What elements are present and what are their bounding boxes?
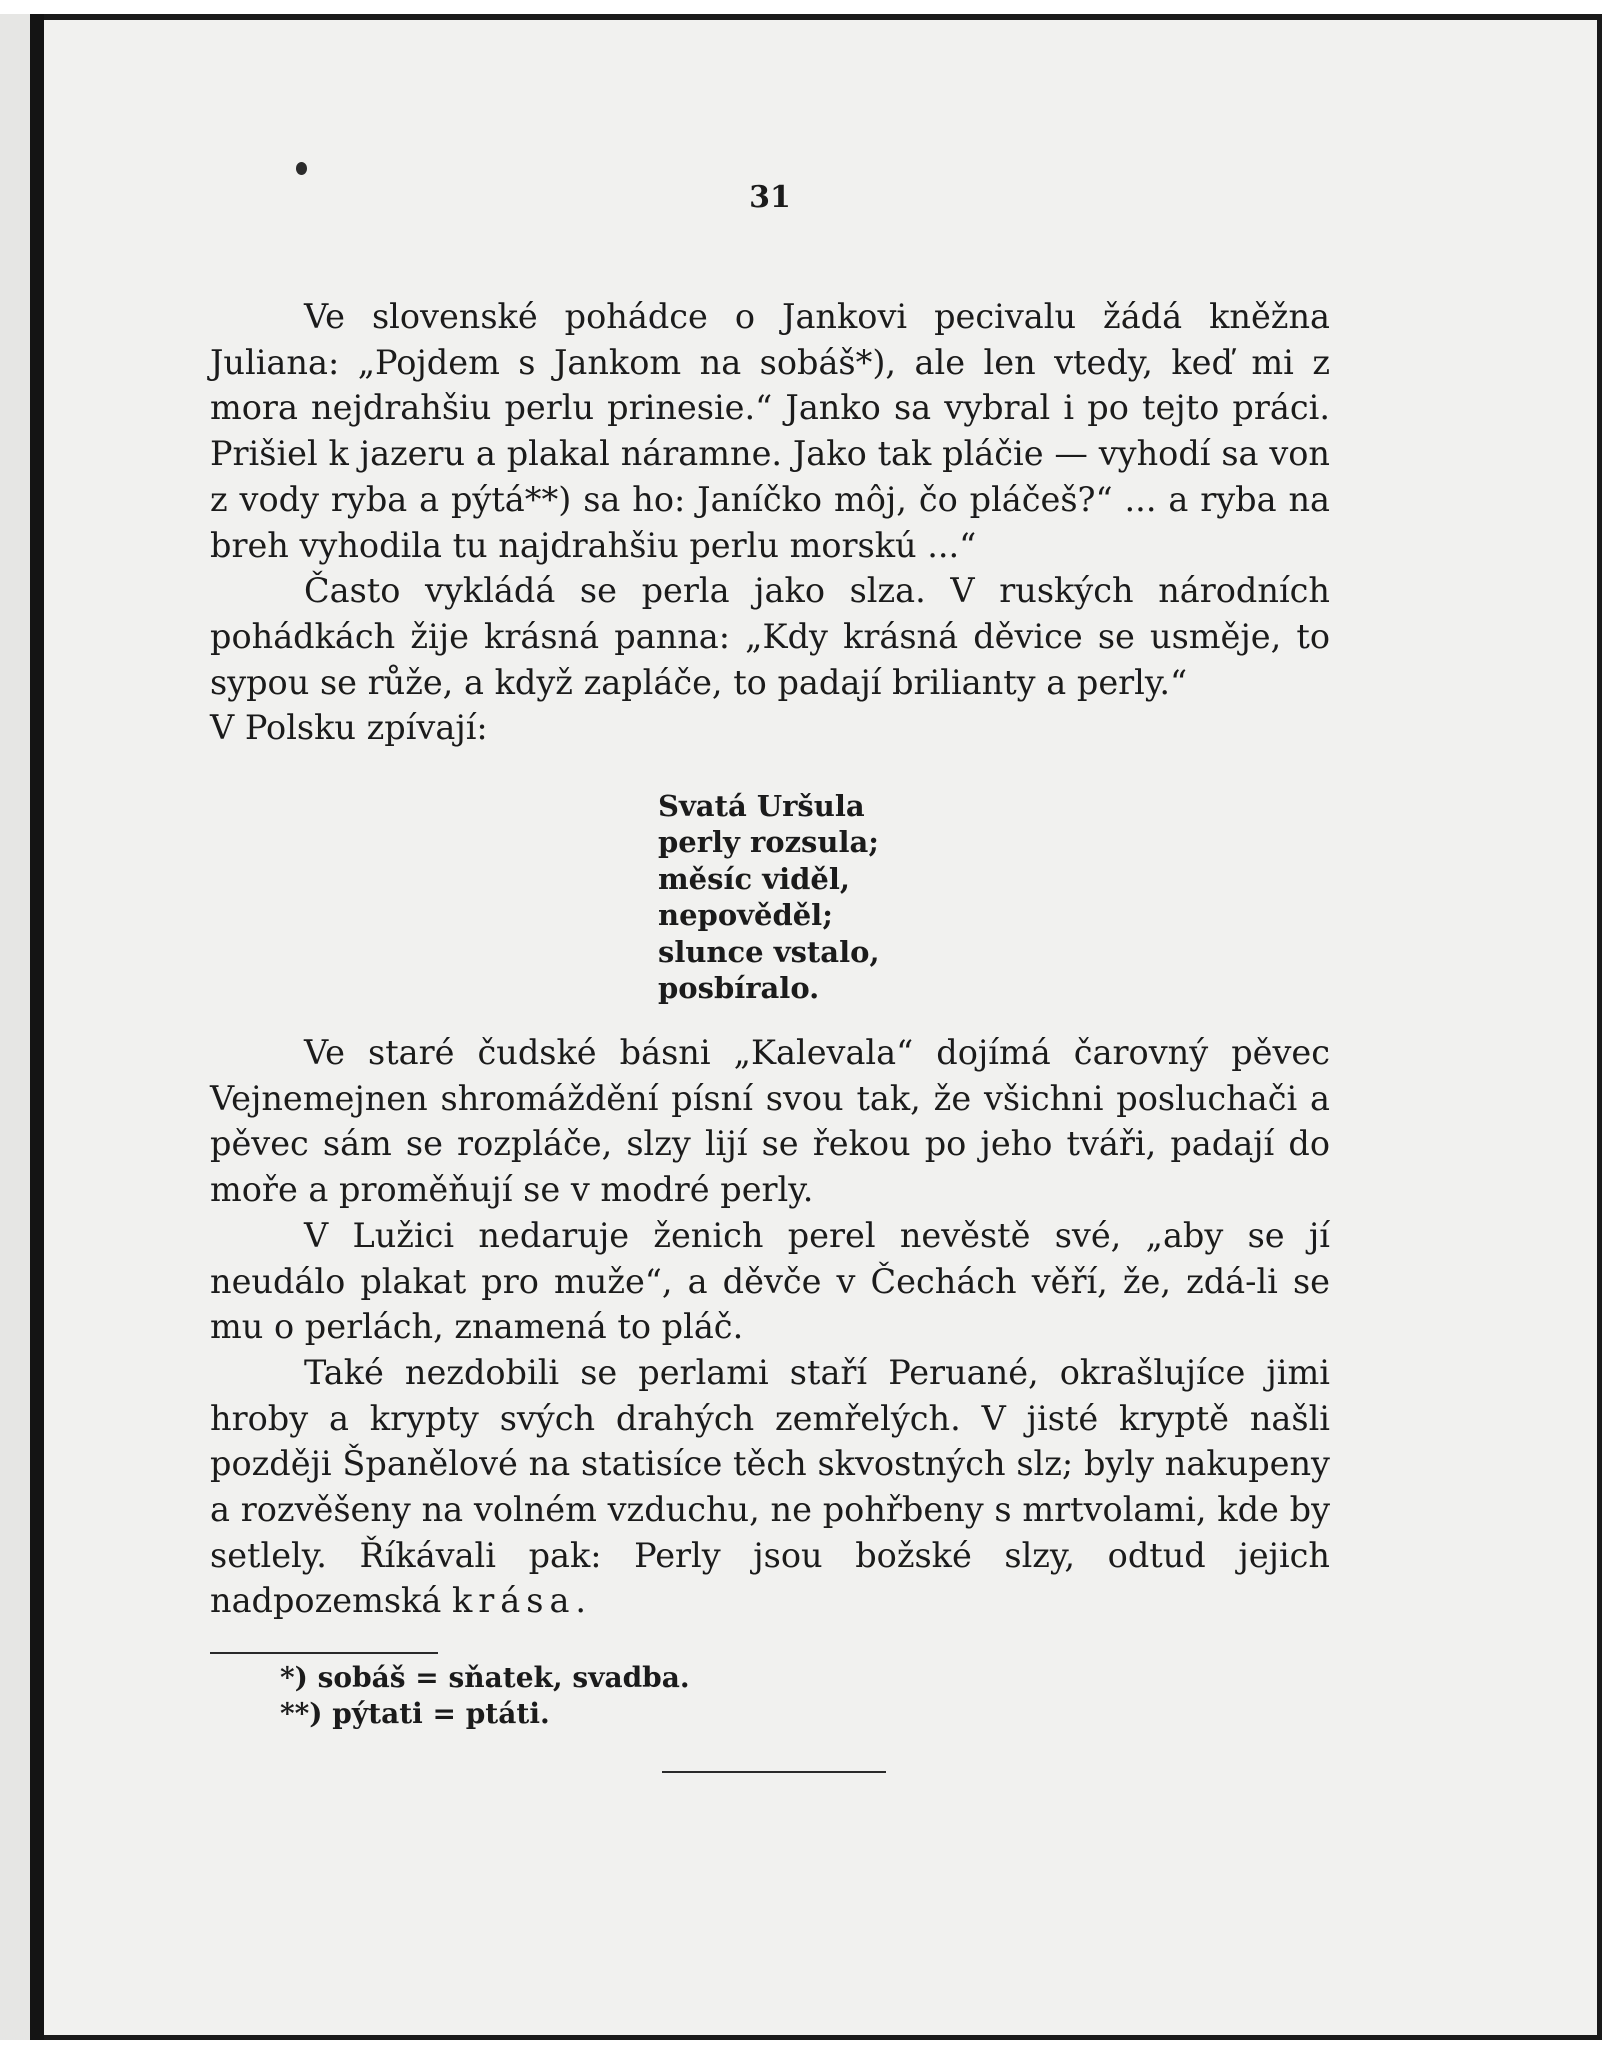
paragraph-luzice: V Lužici nedaruje ženich perel nevěstě své, „aby se jí neudálo plakat pro muže“, a děvče v Čechách věří, že, zdá-li se mu o perlách, znamená to pláč. (210, 1215, 1330, 1347)
poem-line: nepověděl; (658, 898, 833, 933)
page-number: 31 (749, 180, 791, 215)
paragraph-russian-tales: Často vykládá se perla jako slza. V ruských národních pohádkách žije krásná panna: „Kdy krásná děvice se usměje, to sypou se růže, a když zapláče, to padají brilianty a perly.“ (210, 571, 1330, 702)
body-text-bottom (210, 1030, 1330, 1624)
poem-line: slunce vstalo, (658, 934, 880, 969)
paragraph-peruans (210, 1350, 1330, 1624)
poem-line: měsíc viděl, (658, 861, 850, 896)
poem-line: perly rozsula; (658, 825, 879, 860)
poem-line: posbíralo. (658, 971, 820, 1006)
page-spine-edge (30, 14, 44, 2040)
poem-line: Svatá Uršula (658, 789, 865, 823)
paragraph-janko: Ve slovenské pohádce o Jankovi pecivalu žádá kněžna Juliana: „Pojdem s Jankom na sobáš*), ale len vtedy, keď mi z mora nejdrahšiu perlu prinesie.“ Janko sa vybral i po tejto práci. Prišiel k jazeru a plakal náramne. Jako tak pláčie — vyhodí sa von z vody ryba a pýtá**) sa ho: Janíčko môj, čo pláčeš?“ ... a ryba na breh vyhodila tu najdrahšiu perlu morskú ...“ (210, 297, 1330, 565)
paragraph-poland-intro: V Polsku zpívají: (210, 708, 488, 748)
footnote-1: *) sobáš = sňatek, svadba. (280, 1661, 690, 1694)
footnotes (280, 1660, 690, 1732)
paragraph-kalevala: Ve staré čudské básni „Kalevala“ dojímá čarovný pěvec Vejnemejnen shromáždění písní svou tak, že všichni posluchači a pěvec sám se rozpláče, slzy lijí se řekou po jeho tváři, padají do moře a proměňují se v modré perly. (210, 1033, 1330, 1210)
scan-margin (0, 14, 30, 2040)
body-text-top (210, 294, 1330, 751)
spaced-word: krása (451, 1581, 576, 1621)
poem (658, 788, 880, 1006)
ink-speck (296, 162, 307, 175)
paragraph-peruans-end: . (575, 1581, 587, 1621)
end-rule (662, 1771, 886, 1773)
footnote-2: **) pýtati = ptáti. (280, 1697, 550, 1730)
footnote-divider (210, 1652, 438, 1654)
paragraph-peruans-text: Také nezdobili se perlami staří Peruané, okrašlujíce jimi hroby a krypty svých drahých zemřelých. V jisté kryptě našli později Španělové na statisíce těch skvostných slz; byly nakupeny a rozvěšeny na volném vzduchu, ne pohřbeny s mrtvolami, kde by setlely. Říkávali pak: Perly jsou božské slzy, odtud jejich nadpozemská (210, 1352, 1330, 1621)
